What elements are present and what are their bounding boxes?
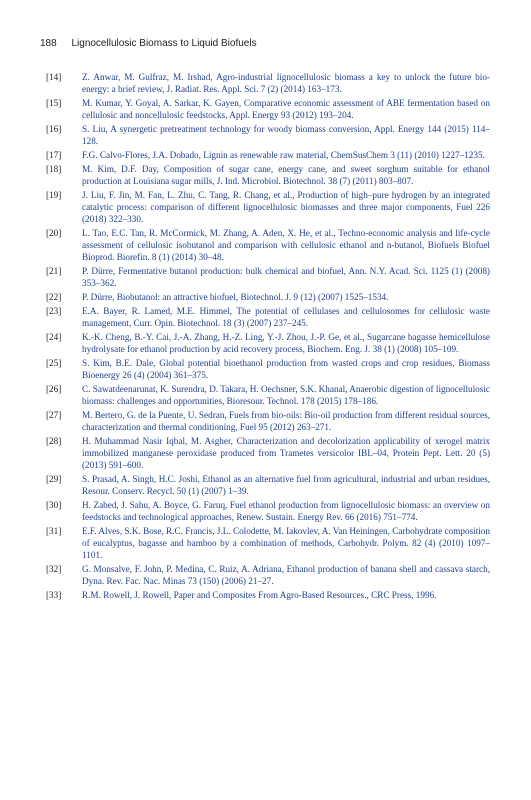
reference-citation-link[interactable]: C. Sawatdeenarunat, K. Surendra, D. Takara, H. Oechsner, S.K. Khanal, Anaerobic digestion of lignocellulosic biomass: challenges and opportunities, Bioresour. Technol. 178 (2015) 178–186. (82, 384, 490, 406)
reference-number: [21] (46, 265, 62, 276)
reference-item (46, 228, 490, 264)
reference-number: [28] (46, 436, 62, 446)
reference-item (46, 190, 490, 226)
reference-number: [20] (46, 228, 62, 238)
reference-number: [31] (46, 525, 62, 536)
reference-item (46, 526, 490, 562)
reference-number: [15] (46, 98, 62, 108)
reference-citation-link[interactable]: R.M. Rowell, J. Rowell, Paper and Composites From Agro-Based Resources., CRC Press, 1996. (82, 589, 437, 600)
reference-citation-link[interactable]: S. Prasad, A. Singh, H.C. Joshi, Ethanol as an alternative fuel from agricultural, industrial and urban residues, Resour. Conserv. Recycl. 50 (1) (2007) 1–39. (82, 473, 490, 496)
page-number: 188 (40, 38, 57, 49)
reference-number: [29] (46, 473, 62, 484)
reference-item (46, 150, 490, 162)
reference-item (46, 292, 490, 304)
reference-item (46, 306, 490, 330)
reference-number: [30] (46, 499, 62, 510)
reference-item (46, 98, 490, 122)
reference-number: [25] (46, 358, 62, 368)
reference-number: [26] (46, 384, 62, 394)
reference-citation-link[interactable]: M. Kumar, Y. Goyal, A. Sarkar, K. Gayen, Comparative economic assessment of ABE fermentation based on cellulosic and noncellulosic feedstocks, Appl. Energy 93 (2012) 193–204. (82, 98, 490, 120)
reference-item (46, 436, 490, 472)
reference-citation-link[interactable]: P. Dürre, Biobutanol: an attractive biofuel, Biotechnol. J. 9 (12) (2007) 1525–1534. (82, 291, 389, 302)
reference-item (46, 124, 490, 148)
reference-number: [19] (46, 190, 62, 201)
reference-item (46, 564, 490, 588)
reference-item (46, 590, 490, 602)
reference-item (46, 72, 490, 96)
reference-citation-link[interactable]: K.-K. Cheng, B.-Y. Cai, J.-A. Zhang, H.-Z. Ling, Y.-J. Zhou, J.-P. Ge, et al., Sugarcane bagasse hemicellulose hydrolysate for ethanol production by acid recovery process, Biochem. Eng. J. 38 (1) (2008) 105–109. (82, 332, 490, 354)
running-header (40, 38, 257, 49)
reference-citation-link[interactable]: Z. Anwar, M. Gulfraz, M. Irshad, Agro-industrial lignocellulosic biomass a key to unlock the future bio-energy: a brief review, J. Radiat. Res. Appl. Sci. 7 (2) (2014) 163–173. (82, 72, 490, 94)
reference-citation-link[interactable]: E.F. Alves, S.K. Bose, R.C. Francis, J.L. Colodette, M. Iakovlev, A. Van Heiningen, Carbohydrate composition of eucalyptus, bagasse and bamboo by a combination of methods, Carbohydr. Polym. 82 (4) (2010) 1097–1101. (82, 525, 490, 560)
reference-number: [27] (46, 410, 62, 420)
reference-citation-link[interactable]: H. Zabed, J. Sahu, A. Boyce, G. Faruq, Fuel ethanol production from lignocellulosic biomass: an overview on feedstocks and technological approaches, Renew. Sustain. Energy Rev. 66 (2016) 751–774. (82, 499, 490, 522)
reference-number: [22] (46, 291, 62, 302)
reference-item (46, 332, 490, 356)
reference-number: [32] (46, 563, 62, 574)
reference-citation-link[interactable]: E.A. Bayer, R. Lamed, M.E. Himmel, The potential of cellulases and cellulosomes for cellulosic waste management, Curr. Opin. Biotechnol. 18 (3) (2007) 237–245. (82, 306, 490, 328)
reference-citation-link[interactable]: H. Muhammad Nasir Iqbal, M. Asgher, Characterization and decolorization applicability of xerogel matrix immobilized manganese peroxidase produced from Trametes versicolor IBL–04, Protein Pept. Lett. 20 (5) (2013) 591–600. (82, 436, 490, 470)
reference-number: [33] (46, 589, 62, 600)
reference-list (46, 72, 490, 604)
reference-citation-link[interactable]: M. Bertero, G. de la Puente, U. Sedran, Fuels from bio-oils: Bio-oil production from different residual sources, characterization and thermal conditioning, Fuel 95 (2012) 263–271. (82, 410, 490, 432)
reference-item (46, 164, 490, 188)
reference-number: [17] (46, 150, 62, 160)
reference-number: [14] (46, 72, 62, 82)
reference-number: [18] (46, 164, 62, 175)
reference-citation-link[interactable]: P. Dürre, Fermentative butanol production: bulk chemical and biofuel, Ann. N.Y. Acad. Sci. 1125 (1) (2008) 353–362. (82, 265, 490, 288)
reference-citation-link[interactable]: J. Liu, F. Jin, M. Fan, L. Zhu, C. Tang, R. Chang, et al., Production of high–pure hydrogen by an integrated catalytic process: comparison of different lignocellulosic biomasses and three major components, Fuel 226 (2018) 322–330. (82, 190, 490, 224)
reference-item (46, 358, 490, 382)
reference-citation-link[interactable]: G. Monsalve, F. John, P. Medina, C. Ruiz, A. Adriana, Ethanol production of banana shell and cassava starch, Dyna. Rev. Fac. Nac. Minas 73 (150) (2006) 21–27. (82, 563, 490, 586)
reference-citation-link[interactable]: L. Tao, E.C. Tan, R. McCormick, M. Zhang, A. Aden, X. He, et al., Techno-economic analysis and life-cycle assessment of cellulosic isobutanol and comparison with cellulosic ethanol and n-butanol, Biofuels Biofuel Bioprod. Biorefin. 8 (1) (2014) 30–48. (82, 228, 490, 262)
reference-number: [16] (46, 124, 62, 134)
reference-item (46, 384, 490, 408)
reference-citation-link[interactable]: M. Kim, D.F. Day, Composition of sugar cane, energy cane, and sweet sorghum suitable for ethanol production at Louisiana sugar mills, J. Ind. Microbiol. Biotechnol. 38 (7) (2011) 803–807. (82, 164, 490, 186)
reference-number: [24] (46, 332, 62, 342)
reference-citation-link[interactable]: F.G. Calvo-Flores, J.A. Dobado, Lignin as renewable raw material, ChemSusChem 3 (11) (2010) 1227–1235. (82, 150, 485, 160)
reference-item (46, 266, 490, 290)
reference-item (46, 500, 490, 524)
reference-item (46, 410, 490, 434)
reference-number: [23] (46, 306, 62, 316)
running-title: Lignocellulosic Biomass to Liquid Biofuels (71, 38, 257, 49)
reference-citation-link[interactable]: S. Kim, B.E. Dale, Global potential bioethanol production from wasted crops and crop residues, Biomass Bioenergy 26 (4) (2004) 361–375. (82, 358, 490, 380)
reference-citation-link[interactable]: S. Liu, A synergetic pretreatment technology for woody biomass conversion, Appl. Energy 144 (2015) 114–128. (82, 124, 490, 146)
reference-item (46, 474, 490, 498)
